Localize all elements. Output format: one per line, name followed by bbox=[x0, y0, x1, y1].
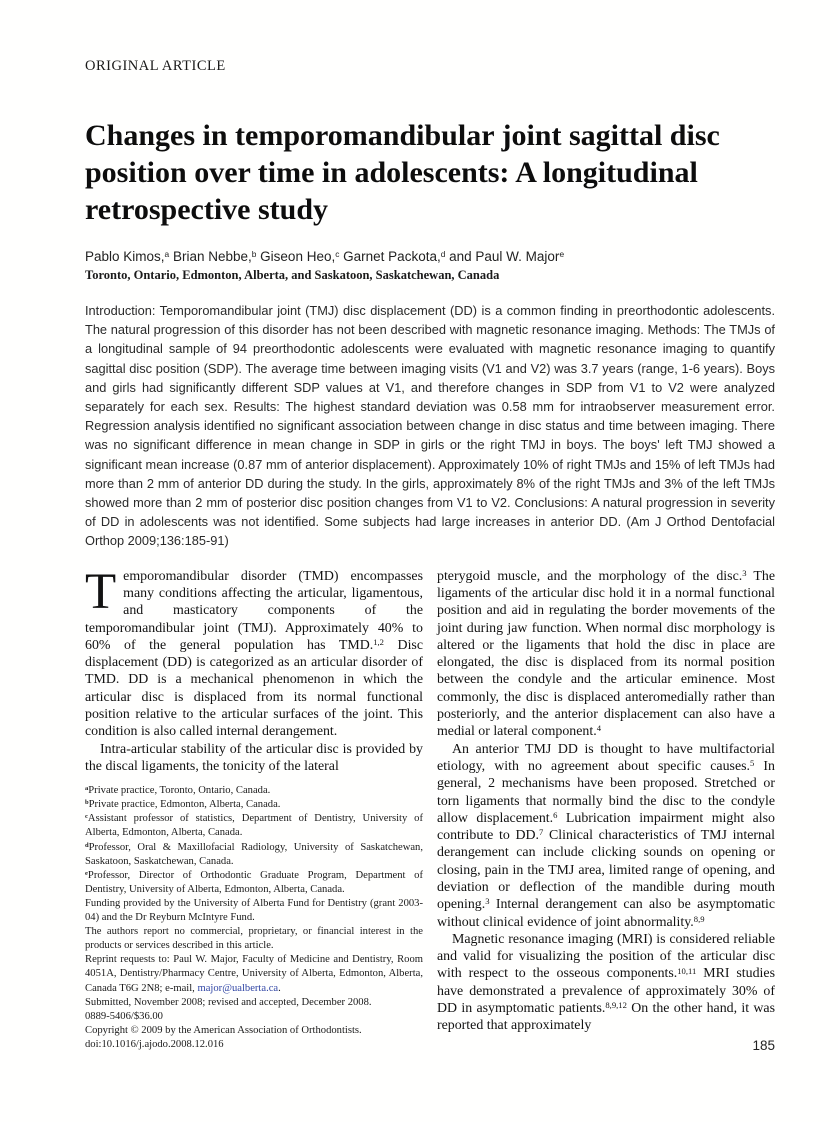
page-content bbox=[85, 0, 775, 1052]
footnote-copyright: Copyright © 2009 by the American Association of Orthodontists. bbox=[85, 1024, 362, 1036]
footnote-funding: Funding provided by the University of Alberta Fund for Dentistry (grant 2003-04) and the Dr Reyburn McIntyre Fund. bbox=[85, 897, 423, 924]
body-paragraph: Magnetic resonance imaging (MRI) is considered reliable and valid for visualizing the position of the articular disc with respect to the osseous components.$^{10,11}$ MRI studies have demonstrated a prevalence of approximately 30% of DD in asymptomatic patients.$^{8,9,12}$ On the other hand, it was reported that approximately bbox=[437, 931, 775, 1034]
body-paragraph-text: emporomandibular disorder (TMD) encompasses many conditions affecting the articular, ligamentous, and masticatory components of the temporomandibular joint (TMJ). Approximately 40% to 60% of the general population has TMD.$^{1,2}$ Disc displacement (DD) is categorized as an articular disorder of TMD. DD is a mechanical phenomenon in which the articular disc is displaced from its normal functional position relative to the articular surfaces of the joint. This condition is also called internal derangement. bbox=[85, 568, 423, 740]
footnote-submitted: Submitted, November 2008; revised and accepted, December 2008. bbox=[85, 996, 372, 1008]
email-link[interactable]: major@ualberta.ca bbox=[197, 982, 279, 994]
body-paragraph: An anterior TMJ DD is thought to have multifactorial etiology, with no agreement about specific causes.$^5$ In general, 2 mechanisms have been proposed. Stretched or torn ligaments that normally bind the disc to the condyle allow displacement.$^6$ Lubrication impairment might also contribute to DD.$^7$ Clinical characteristics of TMJ internal derangement can include clicking sounds on opening or closing, pain in the TMJ area, limited range of opening, and deviation or deflection of the mandible during mouth opening.$^3$ Internal derangement can also be asymptomatic without clinical evidence of joint abnormality.$^{8,9}$ bbox=[437, 741, 775, 930]
article-type-label: ORIGINAL ARTICLE bbox=[85, 58, 226, 74]
drop-cap: T bbox=[85, 563, 117, 620]
body-paragraph: pterygoid muscle, and the morphology of the disc.$^3$ The ligaments of the articular disc hold it in a normal functional position and aid in regulating the border movements of the joint during jaw function. When normal disc morphology is altered or the ligaments that hold the disc in place are elongated, the disc is displaced from its normal position between the condyle and the articular eminence. Most commonly, the disc is displaced anteromedially rather than posteriorly, and the anterior displacement can also have a medial or lateral component.$^4$ bbox=[437, 567, 775, 740]
body-columns bbox=[85, 563, 775, 1052]
footnote-affiliation-c: $^c$Assistant professor of statistics, Department of Dentistry, University of Alberta, Edmonton, Alberta, Canada. bbox=[85, 813, 423, 839]
footnote-affiliation-d: $^d$Professor, Oral & Maxillofacial Radiology, University of Saskatchewan, Saskatoon, Saskatchewan, Canada. bbox=[85, 841, 423, 867]
footnote-affiliation-b: $^b$Private practice, Edmonton, Alberta, Canada. bbox=[85, 799, 281, 811]
page-number: 185 bbox=[752, 1038, 775, 1053]
abstract-paragraph: Introduction: Temporomandibular joint (TMJ) disc displacement (DD) is a common finding in preorthodontic adolescents. The natural progression of this disorder has not been described with magnetic resonance imaging. Methods: The TMJs of a longitudinal sample of 94 preorthodontic adolescents were evaluated with magnetic resonance imaging to quantify sagittal disc position (SDP). The average time between imaging visits (V1 and V2) was 3.7 years (range, 1-6 years). Boys and girls had significantly different SDP values at V1, and therefore changes in SDP from V1 to V2 were analyzed separately for each sex. Results: The highest standard deviation was 0.58 mm for intraobserver measurement error. Regression analysis identified no significant association between change in disc status and time between imaging. There was no significant difference in mean change in SDP in girls or the right TMJ in boys. The boys' left TMJ showed a significant mean increase (0.87 mm of anterior displacement). Approximately 10% of right TMJs and 15% of left TMJs had more than 2 mm of anterior DD during the study. In the girls, approximately 8% of the right TMJs and 3% of the left TMJs showed more than 2 mm of posterior disc position changes from V1 to V2. Conclusions: A natural progression in severity of DD in adolescents was not identified. Some subjects had large increases in anterior DD. (Am J Orthod Dentofacial Orthop 2009;136:185-91) bbox=[85, 303, 775, 549]
body-paragraph: Intra-articular stability of the articular disc is provided by the discal ligaments, the tonicity of the lateral bbox=[85, 741, 423, 774]
body-paragraph bbox=[85, 563, 423, 741]
left-column bbox=[85, 563, 423, 1052]
affiliation-line: Toronto, Ontario, Edmonton, Alberta, and Saskatoon, Saskatchewan, Canada bbox=[85, 268, 500, 282]
footnote-affiliation-a: $^a$Private practice, Toronto, Ontario, Canada. bbox=[85, 785, 271, 797]
footnote-affiliation-e: $^e$Professor, Director of Orthodontic Graduate Program, Department of Dentistry, University of Alberta, Edmonton, Alberta, Canada. bbox=[85, 869, 423, 895]
footnote-reprint bbox=[85, 953, 423, 995]
footnote-issn-price: 0889-5406/$36.00 bbox=[85, 1010, 163, 1022]
article-title: Changes in temporomandibular joint sagittal disc position over time in adolescents: A longitudinal retrospective study bbox=[85, 119, 720, 226]
author-list: Pablo Kimos,$^a$ Brian Nebbe,$^b$ Giseon Heo,$^c$ Garnet Packota,$^d$ and Paul W. Major$^e$ bbox=[85, 249, 565, 264]
right-column bbox=[437, 568, 775, 1052]
footnote-disclosure: The authors report no commercial, proprietary, or financial interest in the products or services described in this article. bbox=[85, 926, 423, 952]
footnote-doi: doi:10.1016/j.ajodo.2008.12.016 bbox=[85, 1038, 224, 1050]
reprint-text-before: Reprint requests to: Paul W. Major, Faculty of Medicine and Dentistry, Room 4051A, Dentistry/Pharmacy Centre, University of Alberta, Edmonton, Alberta, Canada T6G 2N8; e-mail, bbox=[85, 954, 423, 994]
footnotes-block bbox=[85, 784, 423, 1052]
reprint-text-after: . bbox=[278, 982, 281, 994]
